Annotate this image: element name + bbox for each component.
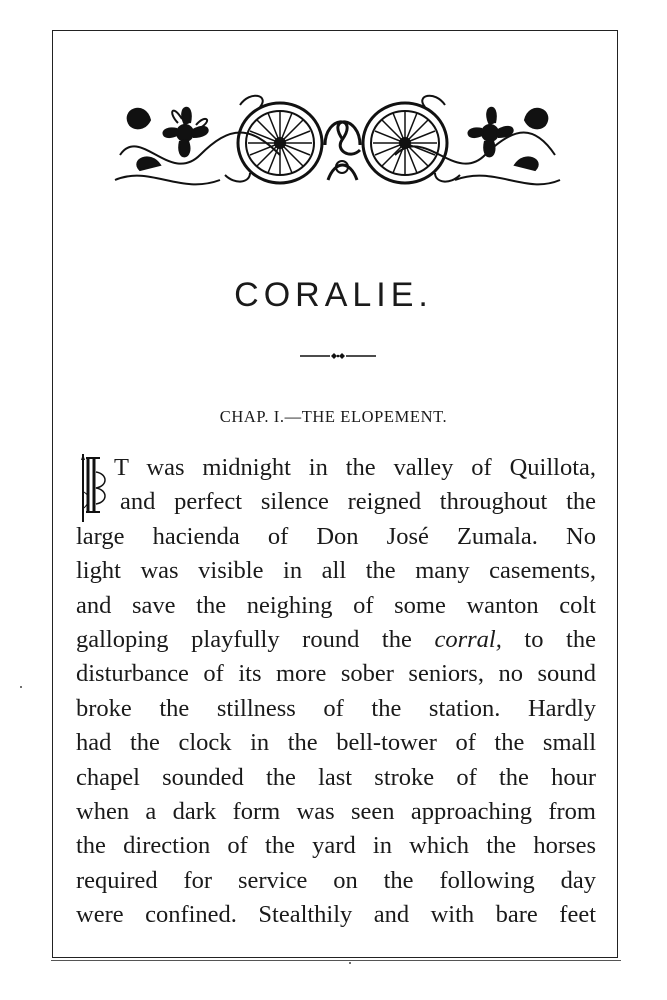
text-line: required for service on the following day <box>76 866 596 894</box>
text-line-with-italic <box>76 623 596 657</box>
text-line: broke the stillness of the station. Hardly <box>76 694 596 722</box>
text-line: and perfect silence reigned throughout the <box>120 488 596 516</box>
text-line: chapel sounded the last stroke of the hour <box>76 763 596 791</box>
paragraph-first-line: T was midnight in the valley of Quillota, <box>114 454 596 481</box>
text-line: large hacienda of Don José Zumala. No <box>76 522 596 550</box>
scan-speck <box>349 962 351 964</box>
text-line: the direction of the yard in which the horses <box>76 832 596 860</box>
book-title: CORALIE. <box>234 276 433 314</box>
text-line: disturbance of its more sober seniors, no sound <box>76 660 596 688</box>
body-paragraph <box>76 451 596 932</box>
text-line: light was visible in all the many casements, <box>76 557 596 585</box>
text-line: were confined. Stealthily and with bare feet <box>76 901 596 929</box>
chapter-heading: CHAP. I.—THE ELOPEMENT. <box>219 407 448 426</box>
text-line: had the clock in the bell-tower of the small <box>76 729 596 757</box>
text-segment: galloping playfully round the <box>76 625 435 653</box>
scan-speck <box>20 686 22 688</box>
floral-headpiece-icon <box>110 85 565 195</box>
diamond-rule-icon <box>300 350 376 362</box>
text-line: and save the neighing of some wanton colt <box>76 591 596 619</box>
text-line: when a dark form was seen approaching from <box>76 797 596 825</box>
text-segment: to the <box>501 625 596 653</box>
italic-word: corral, <box>434 625 502 653</box>
